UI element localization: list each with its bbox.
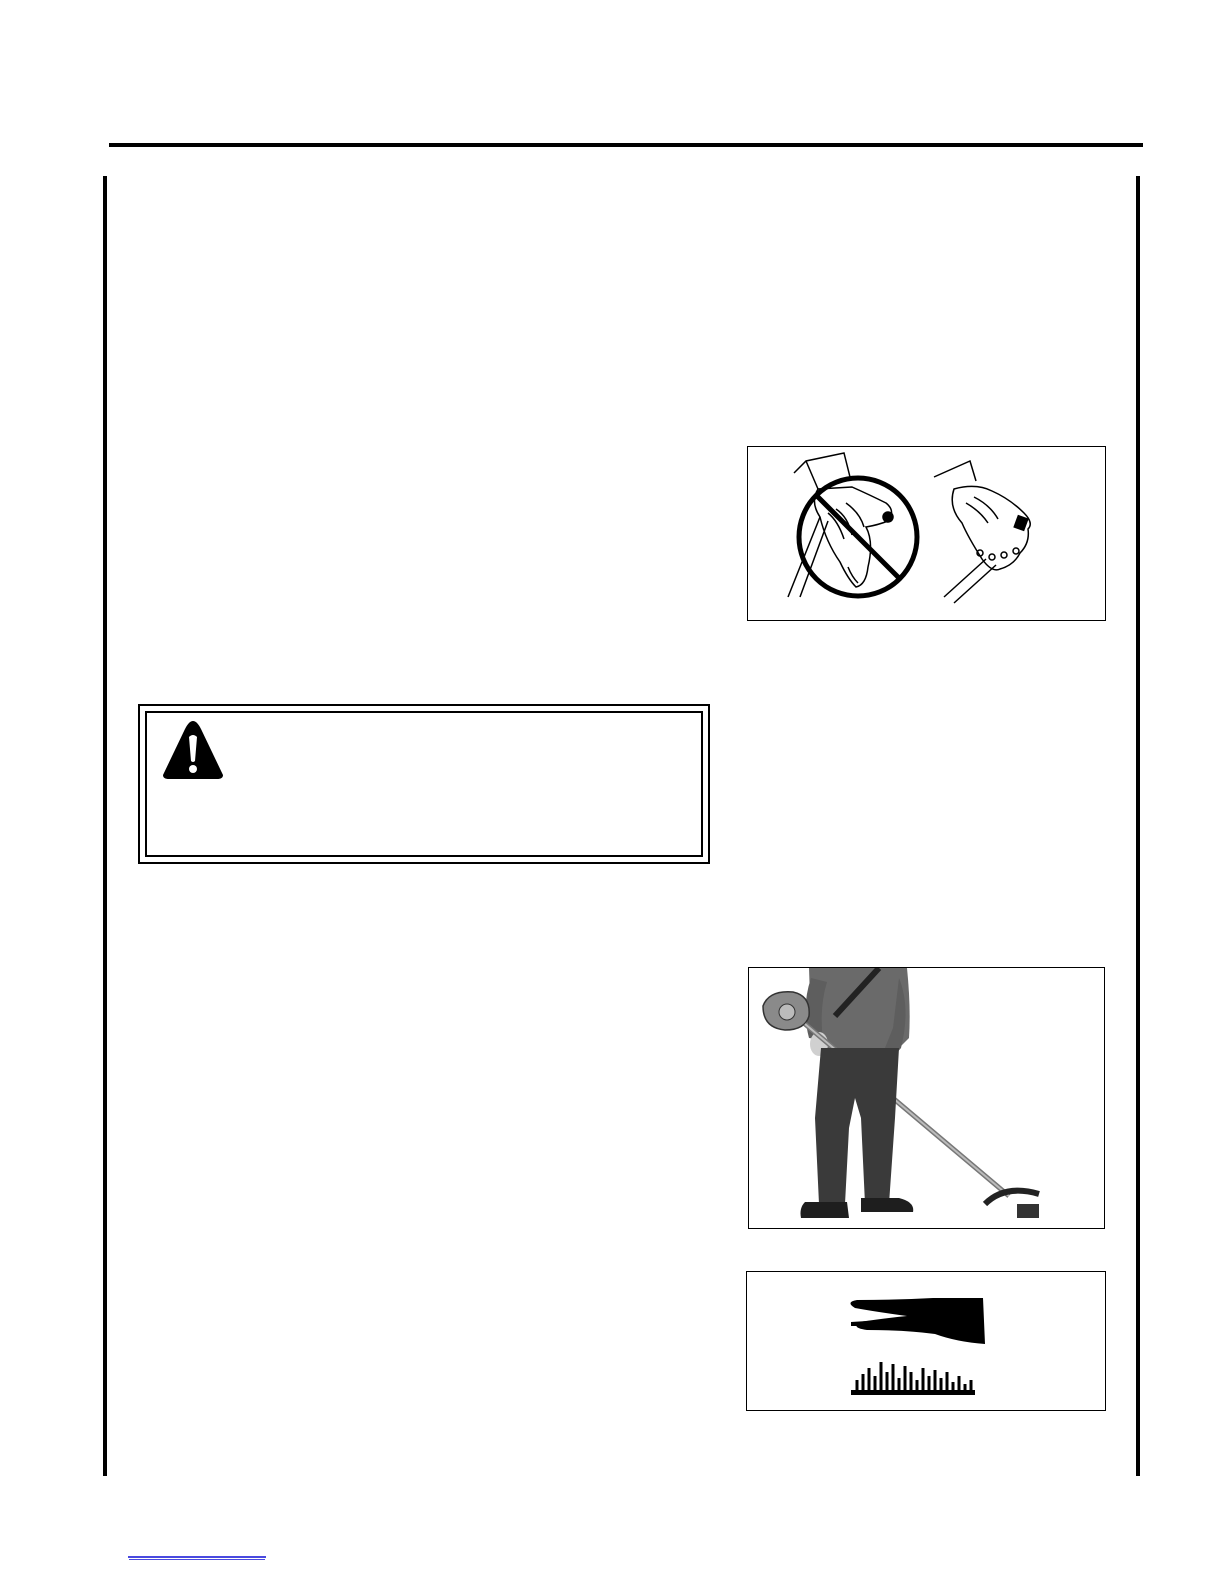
hand-grip-illustration bbox=[748, 447, 1105, 620]
correct-grip-hand bbox=[934, 461, 1030, 603]
operator-holding-string-trimmer-photo bbox=[749, 968, 1104, 1228]
incorrect-grip-hand bbox=[788, 453, 893, 597]
right-margin-rule bbox=[1136, 176, 1140, 1476]
hand-silhouette-icon bbox=[850, 1298, 985, 1344]
hand-figure bbox=[746, 1271, 1106, 1411]
left-margin-rule bbox=[103, 176, 107, 1476]
footer-link-underline-secondary bbox=[129, 1559, 265, 1560]
warning-box bbox=[138, 704, 710, 864]
operator-figure bbox=[748, 967, 1105, 1229]
header-rule bbox=[109, 143, 1143, 147]
hand-above-grass-illustration bbox=[747, 1272, 1105, 1410]
grass-icon bbox=[857, 1362, 971, 1390]
ground-line bbox=[851, 1390, 975, 1395]
warning-triangle-icon bbox=[161, 719, 225, 781]
footer-link-underline[interactable] bbox=[128, 1556, 266, 1558]
grip-figure bbox=[747, 446, 1106, 621]
warning-box-inner-border bbox=[145, 711, 703, 857]
